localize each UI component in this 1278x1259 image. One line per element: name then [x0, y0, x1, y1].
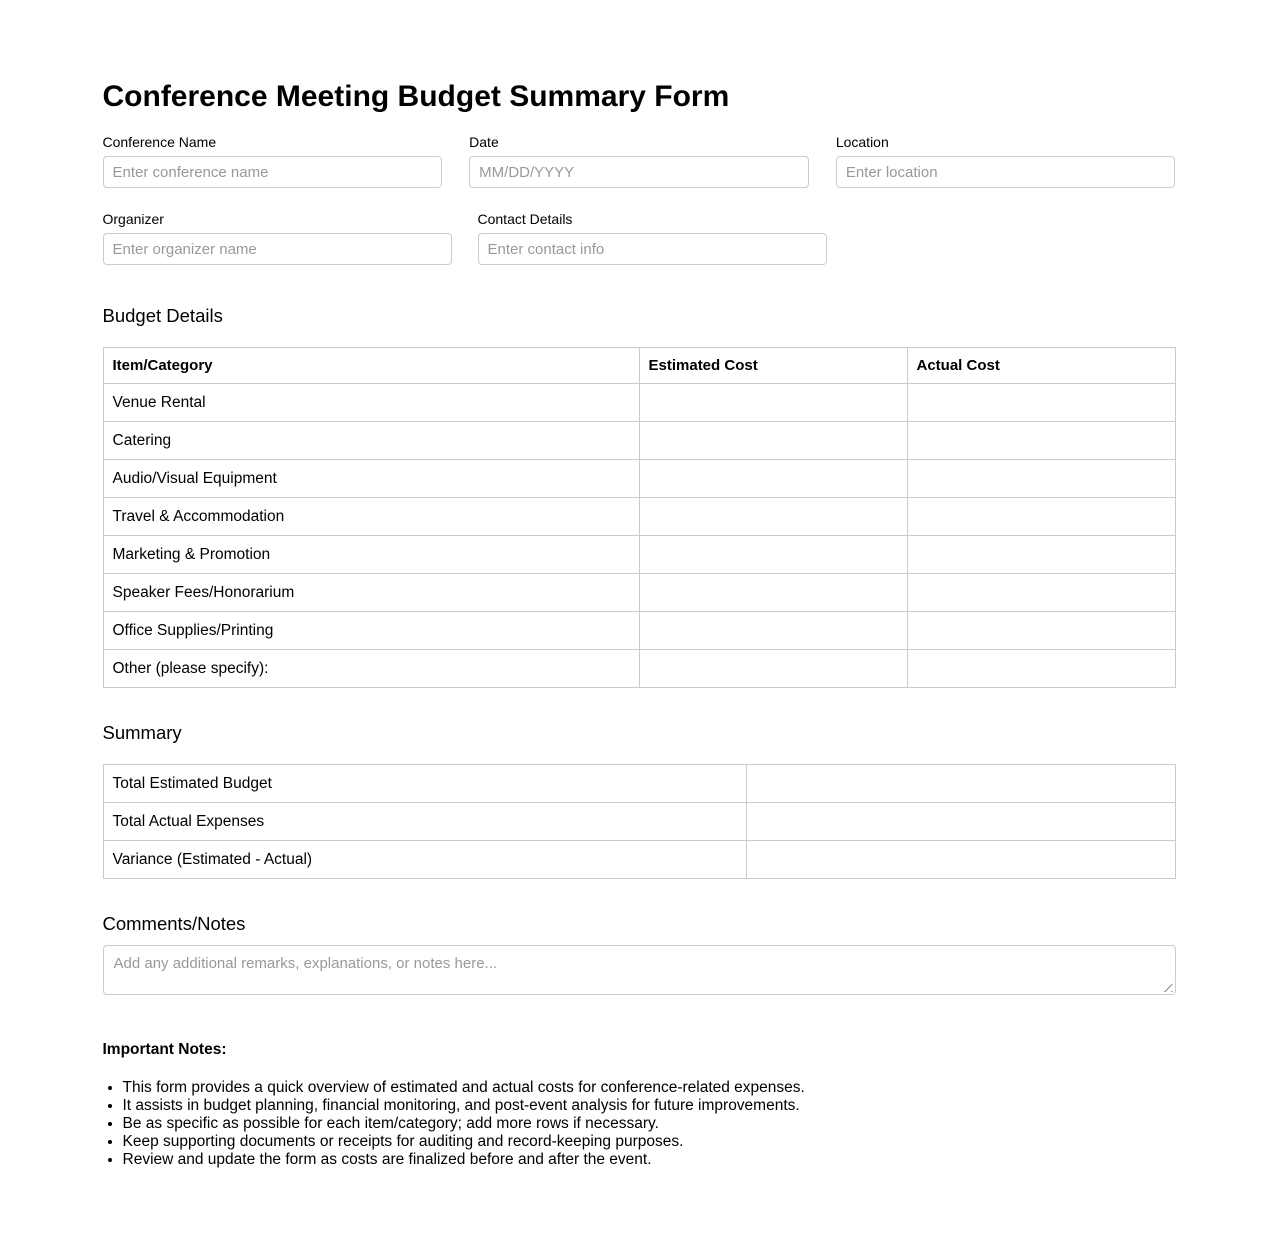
actual-cost-cell: [907, 574, 1175, 612]
date-input[interactable]: [469, 156, 809, 188]
estimated-cost-cell: [639, 612, 907, 650]
location-input[interactable]: [836, 156, 1176, 188]
location-label: Location: [835, 134, 889, 150]
field-contact-details: [478, 211, 827, 265]
summary-value-cell: [746, 841, 1175, 879]
item-category-cell: Venue Rental: [103, 384, 639, 422]
form-row-bottom: [103, 211, 1176, 265]
important-note-item: • This form provides a quick overview of estimated and actual costs for conference-related expenses.: [123, 1079, 1176, 1097]
table-row: [103, 422, 1175, 460]
summary-table-body: [103, 765, 1175, 879]
important-note-item: • It assists in budget planning, financial monitoring, and post-event analysis for future improvements.: [123, 1097, 1176, 1115]
date-label: Date: [469, 134, 499, 150]
table-row: [103, 574, 1175, 612]
summary-label-cell: Total Estimated Budget: [103, 765, 746, 803]
table-row: [103, 498, 1175, 536]
column-header-item-category: Item/Category: [103, 348, 639, 384]
estimated-cost-cell: [639, 498, 907, 536]
item-category-cell: Office Supplies/Printing: [103, 612, 639, 650]
budget-table-body: [103, 384, 1175, 688]
summary-label-cell: Variance (Estimated - Actual): [103, 841, 746, 879]
contact-details-label: Contact Details: [477, 211, 573, 227]
table-row: [103, 384, 1175, 422]
estimated-cost-cell: [639, 650, 907, 688]
page-title: Conference Meeting Budget Summary Form: [102, 80, 730, 113]
actual-cost-cell: [907, 460, 1175, 498]
budget-summary-form: [103, 0, 1176, 1259]
organizer-input[interactable]: [103, 233, 452, 265]
actual-cost-cell: [907, 498, 1175, 536]
field-location: [836, 134, 1176, 188]
field-organizer: [103, 211, 452, 265]
item-category-cell: Speaker Fees/Honorarium: [103, 574, 639, 612]
bottom-spacer: [103, 1169, 1176, 1259]
estimated-cost-cell: [639, 384, 907, 422]
actual-cost-cell: [907, 422, 1175, 460]
summary-heading: Summary: [102, 722, 182, 743]
conference-name-input[interactable]: [103, 156, 443, 188]
item-category-cell: Other (please specify):: [103, 650, 639, 688]
estimated-cost-cell: [639, 460, 907, 498]
estimated-cost-cell: [639, 422, 907, 460]
column-header-actual-cost: Actual Cost: [907, 348, 1175, 384]
item-category-cell: Catering: [103, 422, 639, 460]
field-conference-name: [103, 134, 443, 188]
table-row: [103, 612, 1175, 650]
budget-table: [103, 347, 1176, 688]
summary-value-cell: [746, 803, 1175, 841]
important-note-item: • Be as specific as possible for each item/category; add more rows if necessary.: [123, 1115, 1176, 1133]
estimated-cost-cell: [639, 536, 907, 574]
comments-field: [103, 945, 1176, 995]
item-category-cell: Marketing & Promotion: [103, 536, 639, 574]
budget-details-heading: Budget Details: [102, 305, 223, 326]
summary-table: [103, 764, 1176, 879]
column-header-estimated-cost: Estimated Cost: [639, 348, 907, 384]
actual-cost-cell: [907, 650, 1175, 688]
estimated-cost-cell: [639, 574, 907, 612]
actual-cost-cell: [907, 384, 1175, 422]
table-row: [103, 765, 1175, 803]
comments-textarea[interactable]: [103, 945, 1176, 995]
table-row: [103, 803, 1175, 841]
summary-label-cell: Total Actual Expenses: [103, 803, 746, 841]
budget-table-header-row: [103, 348, 1175, 384]
item-category-cell: Audio/Visual Equipment: [103, 460, 639, 498]
actual-cost-cell: [907, 536, 1175, 574]
table-row: [103, 841, 1175, 879]
table-row: [103, 536, 1175, 574]
important-notes-list: [103, 1079, 1176, 1169]
actual-cost-cell: [907, 612, 1175, 650]
contact-details-input[interactable]: [478, 233, 827, 265]
table-row: [103, 650, 1175, 688]
comments-heading: Comments/Notes: [102, 913, 246, 934]
form-row-top: [103, 134, 1176, 188]
important-note-item: • Review and update the form as costs are finalized before and after the event.: [123, 1151, 1176, 1169]
conference-name-label: Conference Name: [102, 134, 217, 150]
item-category-cell: Travel & Accommodation: [103, 498, 639, 536]
summary-value-cell: [746, 765, 1175, 803]
organizer-label: Organizer: [102, 211, 164, 227]
field-date: [469, 134, 809, 188]
important-note-item: • Keep supporting documents or receipts for auditing and record-keeping purposes.: [123, 1133, 1176, 1151]
important-notes-heading: Important Notes:: [102, 1041, 227, 1058]
table-row: [103, 460, 1175, 498]
